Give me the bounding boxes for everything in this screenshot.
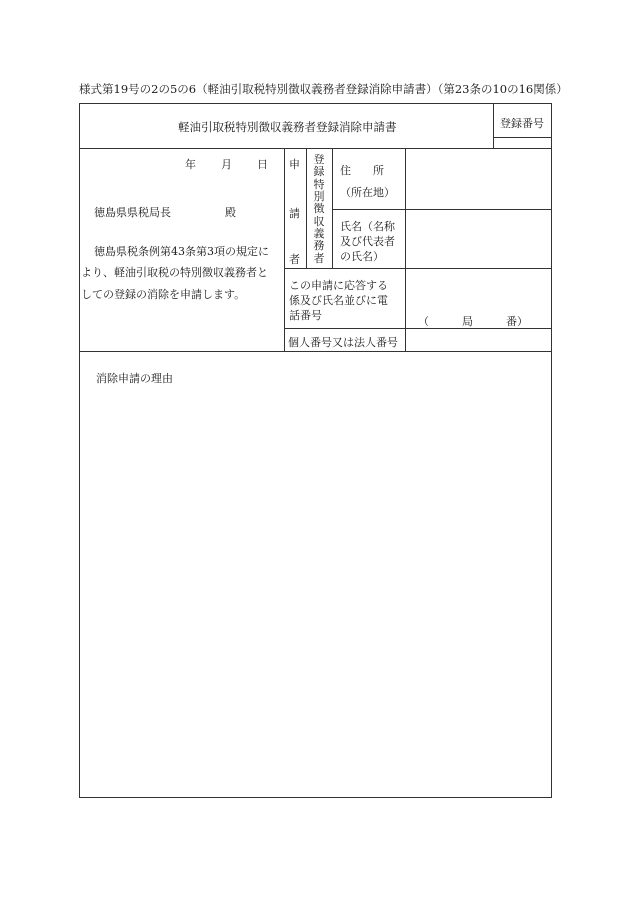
- reason-field[interactable]: [80, 388, 549, 793]
- id-number-field[interactable]: [406, 329, 550, 351]
- addressee: 徳島県県税局長: [94, 206, 171, 219]
- contact-label-line: 係及び氏名並びに電: [289, 294, 388, 307]
- statement-line: 徳島県税条例第43条第3項の規定に: [94, 245, 269, 258]
- name-label-line: 及び代表者: [340, 235, 395, 248]
- applicant-label-char: 申: [289, 158, 300, 171]
- divider: [332, 148, 333, 268]
- divider: [493, 137, 552, 138]
- name-label-line: の氏名）: [340, 250, 384, 263]
- id-number-label: 個人番号又は法人番号: [288, 336, 398, 349]
- contact-label-line: この申請に応答する: [289, 279, 388, 292]
- date-month-label: 月: [221, 158, 232, 171]
- divider: [284, 148, 285, 351]
- phone-format: （ 局 番）: [418, 315, 528, 328]
- registration-number-label: 登録番号: [500, 117, 544, 130]
- reason-label: 消除申請の理由: [96, 372, 173, 385]
- name-field[interactable]: [406, 210, 550, 268]
- divider: [79, 351, 552, 352]
- applicant-label-char: 請: [289, 207, 300, 220]
- contact-field[interactable]: [406, 269, 550, 309]
- date-day-label: 日: [257, 158, 268, 171]
- statement-line: しての登録の消除を申請します。: [81, 288, 246, 301]
- honorific: 殿: [225, 206, 236, 219]
- form-title: 軽油引取税特別徴収義務者登録消除申請書: [178, 120, 397, 134]
- address-label: 住 所: [340, 164, 384, 177]
- form-number-note: 様式第19号の2の5の6（軽油引取税特別徴収義務者登録消除申請書）（第23条の10の16関係）: [79, 82, 568, 96]
- divider: [493, 103, 494, 148]
- applicant-label-char: 者: [289, 253, 300, 266]
- name-label-line: 氏名（名称: [340, 220, 395, 233]
- contact-label-line: 話番号: [289, 309, 322, 322]
- divider: [306, 148, 307, 268]
- statement-line: より、軽油引取税の特別徴収義務者と: [81, 266, 268, 279]
- collector-label: 登録特別徴収義務者: [313, 153, 325, 265]
- address-field[interactable]: [406, 149, 550, 209]
- address-sub-label: （所在地）: [340, 186, 395, 199]
- date-year-label: 年: [185, 158, 196, 171]
